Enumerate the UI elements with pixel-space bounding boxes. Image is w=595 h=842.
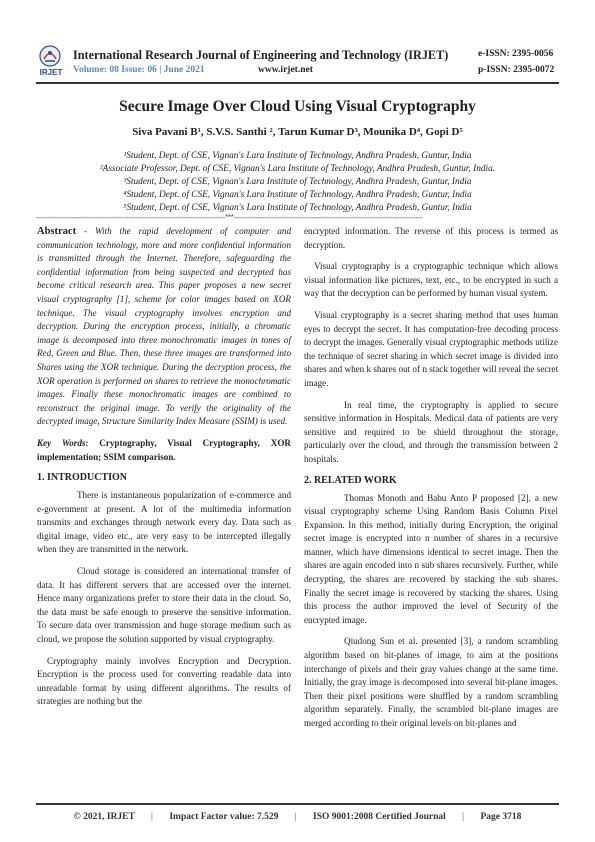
right-column [304,225,558,739]
intro-paragraph-1: There is instantaneous popularization of e-commerce and e-government at present. A lot of the multimedia information transmits and exchanges through network every day. Data such as digital image, video etc., are very easy to be intercepted illegally when they are transmitted in the network. [37,490,291,555]
footer-separator: | [462,812,465,822]
right-paragraph-4: In real time, the cryptography is applied to secure sensitive information in Hospitals. Medical data of patients are very sensitive and required to be shield throughout the storage, particularly over the cloud, and through the transmission between 2 hospitals. [304,399,558,464]
intro-paragraph-3: Cryptography mainly involves Encryption and Decryption. Encryption is the process used for converting readable data into unreadable format by using different algorithms. The results of strategies are nothing but the [37,655,291,707]
page-header [0,0,595,86]
keywords-text: : Cryptography, Visual Cryptography, XOR implementation; SSIM comparison. [37,437,291,462]
footer-impact-factor: Impact Factor value: 7.529 [169,812,279,822]
irjet-logo-icon [38,44,62,68]
abstract-text: - With the rapid development of computer and communication technology, more and more confidential information is transmitted through the Internet. Therefore, safeguarding the confidential information from being suspected and decrypted has become critical research area. This paper proposes a new secret visual cryptography [1], scheme for color images based on XOR technique. The visual cryptography involves encryption and decryption. During the encryption process, initially, a chromatic image is decomposed into three monochromatic images in tones of Red, Green and Blue. Then, these three images are transformed into Shares using the XOR technique. During the decryption process, the XOR operation is performed on shares to retrieve the monochromatic images. Finally these monochromatic images are combined to reconstruct the original image. To verify the originality of the decrypted image, Structure Similarity Index Measure (SSIM) is used. [37,226,291,427]
journal-name: International Research Journal of Engineering and Technology (IRJET) [73,48,449,62]
page-footer [0,812,595,822]
paper-title: Secure Image Over Cloud Using Visual Cryptography [119,98,476,115]
volume-info: Volume: 08 Issue: 06 | June 2021 [73,65,205,75]
keywords [37,437,291,464]
keywords-label: Key Words [37,437,86,448]
left-column [37,225,291,717]
section-divider: --------------------------------------------------------------------------------***-------------------------------------------------------------------------------- [36,213,423,222]
related-work-heading: 2. RELATED WORK [304,474,397,486]
footer-iso: ISO 9001:2008 Certified Journal [313,812,446,822]
intro-paragraph-2: Cloud storage is considered an international transfer of data. It has different servers that are accessed over the internet. Hence many organizations prefer to store their data in the cloud. So, the data must be safe enough to preserve the sensitive information. To secure data over transmission and huge storage medium such as cloud, we propose the solution supported by visual cryptography. [37,566,291,645]
journal-website-link[interactable]: www.irjet.net [258,65,313,75]
abstract-label: Abstract [37,226,77,237]
footer-page-number: Page 3718 [480,812,522,822]
right-paragraph-3: Visual cryptography is a secret sharing method that uses human eyes to decrypt the secret. It has computation-free decoding process to decrypt the images. Generally visual cryptographic methods utilize the technique of secret sharing in which secret image is divided into shares and when k shares out of n stack together will reveal the secret image. [304,309,558,388]
affiliation-5: ⁵Student, Dept. of CSE, Vignan's Lara Institute of Technology, Andhra Pradesh, Guntur, India [123,203,472,213]
footer-copyright: © 2021, IRJET [73,812,135,822]
author-list: Siva Pavani B¹, S.V.S. Santhi ², Tarun Kumar D³, Mounika D⁴, Gopi D⁵ [132,126,463,138]
affiliation-3: ³Student, Dept. of CSE, Vignan's Lara Institute of Technology, Andhra Pradesh, Guntur, India [123,177,472,187]
affiliation-1: ¹Student, Dept. of CSE, Vignan's Lara Institute of Technology, Andhra Pradesh, Guntur, India [123,151,472,161]
affiliation-4: ⁴Student, Dept. of CSE, Vignan's Lara Institute of Technology, Andhra Pradesh, Guntur, India [123,190,472,200]
p-issn: p-ISSN: 2395-0072 [478,65,555,75]
related-paragraph-2: Qiudong Sun et al. presented [3], a random scrambling algorithm based on bit-planes of image, to aim at the positions interchange of pixels and their gray values change at the same time. Initially, the gray image is decomposed into several bit-plane images. Then their pixel positions were shuffled by a random scrambling algorithm separately. Finally, the scrambled bit-plane images are merged according to their original levels on bit-planes and [304,636,558,728]
abstract [37,225,291,429]
intro-heading: 1. INTRODUCTION [37,472,128,484]
affiliation-2: ²Associate Professor, Dept. of CSE, Vignan's Lara Institute of Technology, Andhra Pradesh, Guntur, India. [99,164,496,174]
right-paragraph-2: Visual cryptography is a cryptographic technique which allows visual information like pictures, text, etc., to be encrypted in such a way that the decryption can be performed by human visual system. [304,261,558,299]
related-paragraph-1: Thomas Monoth and Babu Anto P proposed [2], a new visual cryptography scheme Using Random Basis Column Pixel Expansion. In this method, initially during Encryption, the original secret image is encrypted into n number of shares in a recursive manner, which have dimensions identical to secret image. Then the shares are again encoded into n sub shares recursively. Further, while decrypting, the shares are recovered by stacking the sub shares. Finally the secret image is recovered by stacking the shares. Using this process the author improved the level of Security of the encrypted image. [304,492,558,625]
affiliations [0,150,595,215]
header-rule [36,82,559,84]
footer-separator: | [294,812,297,822]
logo-text: IRJET [39,68,63,77]
footer-separator: | [151,812,153,822]
right-paragraph-1: encrypted information. The reverse of this process is termed as decryption. [304,226,558,250]
e-issn: e-ISSN: 2395-0056 [478,49,554,59]
footer-rule [36,803,559,805]
